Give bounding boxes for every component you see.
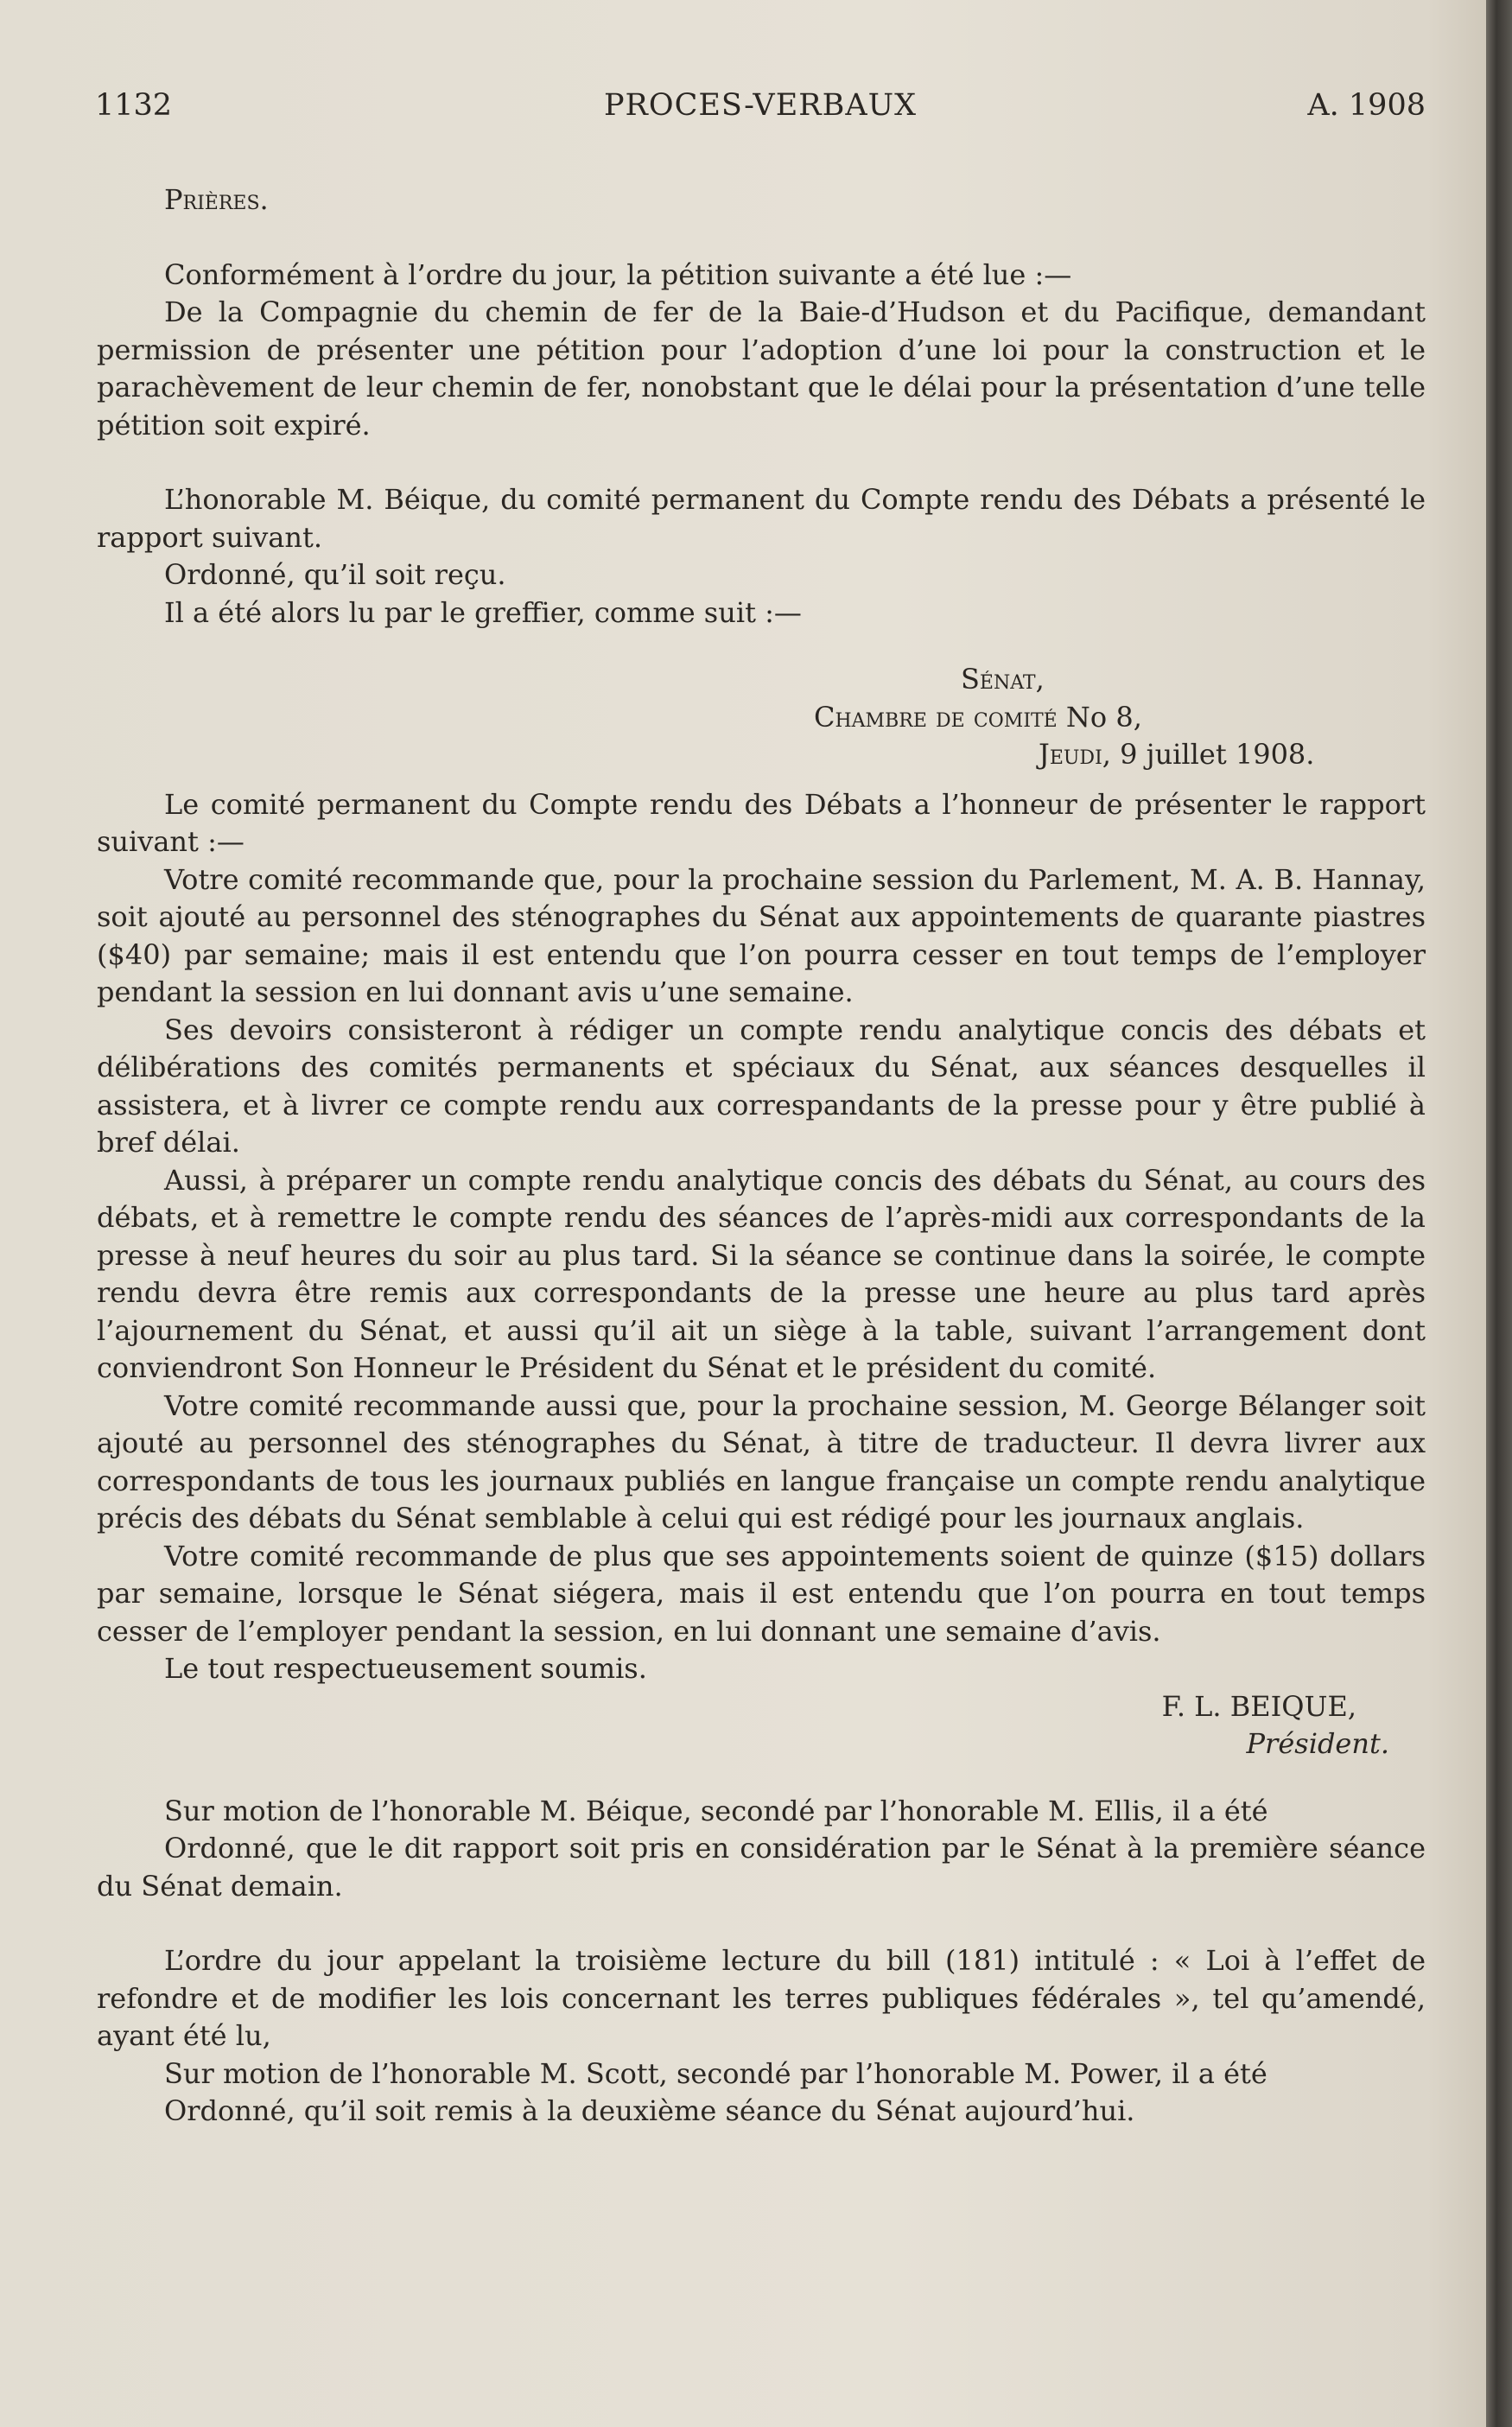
page-body [97, 181, 1426, 2131]
report-presented: L’honorable M. Béique, du comité permanent du Compte rendu des Débats a présenté le rapport suivant. [97, 483, 1426, 554]
report-address-date [97, 736, 1426, 774]
report-read: Il a été alors lu par le greffier, comme suit :— [164, 595, 802, 629]
petition-text: De la Compagnie du chemin de fer de la Baie-d’Hudson et du Pacifique, demandant permission de présenter une pétition pour l’adoption d’une loi pour la construction et le parachèvement de leur chemin de fer, nonobstant que le délai pour la présentation d’une telle pétition soit expiré. [97, 295, 1426, 442]
report-paragraph-3: Ses devoirs consisteront à rédiger un compte rendu analytique concis des débats et délibérations des comités permanents et spéciaux du Sénat, aux séances desquelles il assistera, et à livrer ce compte rendu aux correspandants de la presse pour y être publié à bref délai. [97, 1013, 1426, 1159]
motion-scott-ordered: Ordonné, qu’il soit remis à la deuxième séance du Sénat aujourd’hui. [164, 2094, 1135, 2127]
petition-intro: Conformément à l’ordre du jour, la pétition suivante a été lue :— [164, 257, 1072, 291]
report-address-chamber [97, 699, 1426, 737]
report-paragraph-1: Le comité permanent du Compte rendu des Débats a l’honneur de présenter le rapport suivant :— [97, 787, 1426, 858]
page-title: PROCES-VERBAUX [603, 88, 918, 123]
bill-181-reading: L’ordre du jour appelant la troisième lecture du bill (181) intitulé : « Loi à l’effet de refondre et de modifier les lois concernant les terres publiques fédérales », tel qu’amendé, ayant été lu, [97, 1944, 1426, 2052]
report-paragraph-2: Votre comité recommande que, pour la prochaine session du Parlement, M. A. B. Hannay, soit ajouté au personnel des sténographes du Sénat aux appointements de quarante piastres ($40) par semaine; mais il est entendu que l’on pourra cesser en tout temps de l’employer pendant la session en lui donnant avis u’une semaine. [97, 862, 1426, 1008]
year-label: A. 1908 [1307, 88, 1426, 123]
report-address-date-text: 9 juillet 1908. [1110, 738, 1315, 771]
report-address-day: Jeudi, [1039, 738, 1111, 771]
signature-role: Président. [1246, 1727, 1389, 1760]
report-paragraph-6: Votre comité recommande de plus que ses appointements soient de quinze ($15) dollars par semaine, lorsque le Sénat siégera, mais il est entendu que l’on pourra en tout temps cesser de l’employer pendant la session, en lui donnant une semaine d’avis. [97, 1539, 1426, 1648]
page-header [95, 88, 1426, 131]
report-paragraph-7: Le tout respectueusement soumis. [164, 1652, 647, 1685]
motion-beique-ordered: Ordonné, que le dit rapport soit pris en considération par le Sénat à la première séance du Sénat demain. [97, 1832, 1426, 1903]
motion-beique: Sur motion de l’honorable M. Béique, secondé par l’honorable M. Ellis, il a été [164, 1794, 1268, 1827]
report-address-senat: Sénat, [961, 663, 1045, 696]
report-address-chamber-label: Chambre de comité [814, 700, 1058, 734]
report-address-chamber-number: No 8, [1057, 700, 1142, 734]
report-paragraph-5: Votre comité recommande aussi que, pour la prochaine session, M. George Bélanger soit ajouté au personnel des sténographes du Sénat, à titre de traducteur. Il devra livrer aux correspondants de tous les journaux publiés en langue française un compte rendu analytique précis des débats du Sénat semblable à celui qui est rédigé pour les journaux anglais. [97, 1388, 1426, 1534]
report-ordered: Ordonné, qu’il soit reçu. [164, 558, 506, 591]
book-spine-edge [1486, 0, 1512, 2427]
section-heading-prieres: Prières. [164, 183, 269, 216]
motion-scott: Sur motion de l’honorable M. Scott, secondé par l’honorable M. Power, il a été [164, 2056, 1267, 2090]
report-paragraph-4: Aussi, à préparer un compte rendu analytique concis des débats du Sénat, au cours des débats, et à remettre le compte rendu des séances de l’après-midi aux correspondants de la presse à neuf heures du soir au plus tard. Si la séance se continue dans la soirée, le compte rendu devra être remis aux correspondants de la presse une heure au plus tard après l’ajournement du Sénat, et aussi qu’il ait un siège à la table, suivant l’arrangement dont conviendront Son Honneur le Président du Sénat et le président du comité. [97, 1163, 1426, 1384]
signature-name: F. L. BEIQUE, [1161, 1689, 1356, 1723]
page-number: 1132 [95, 88, 173, 123]
